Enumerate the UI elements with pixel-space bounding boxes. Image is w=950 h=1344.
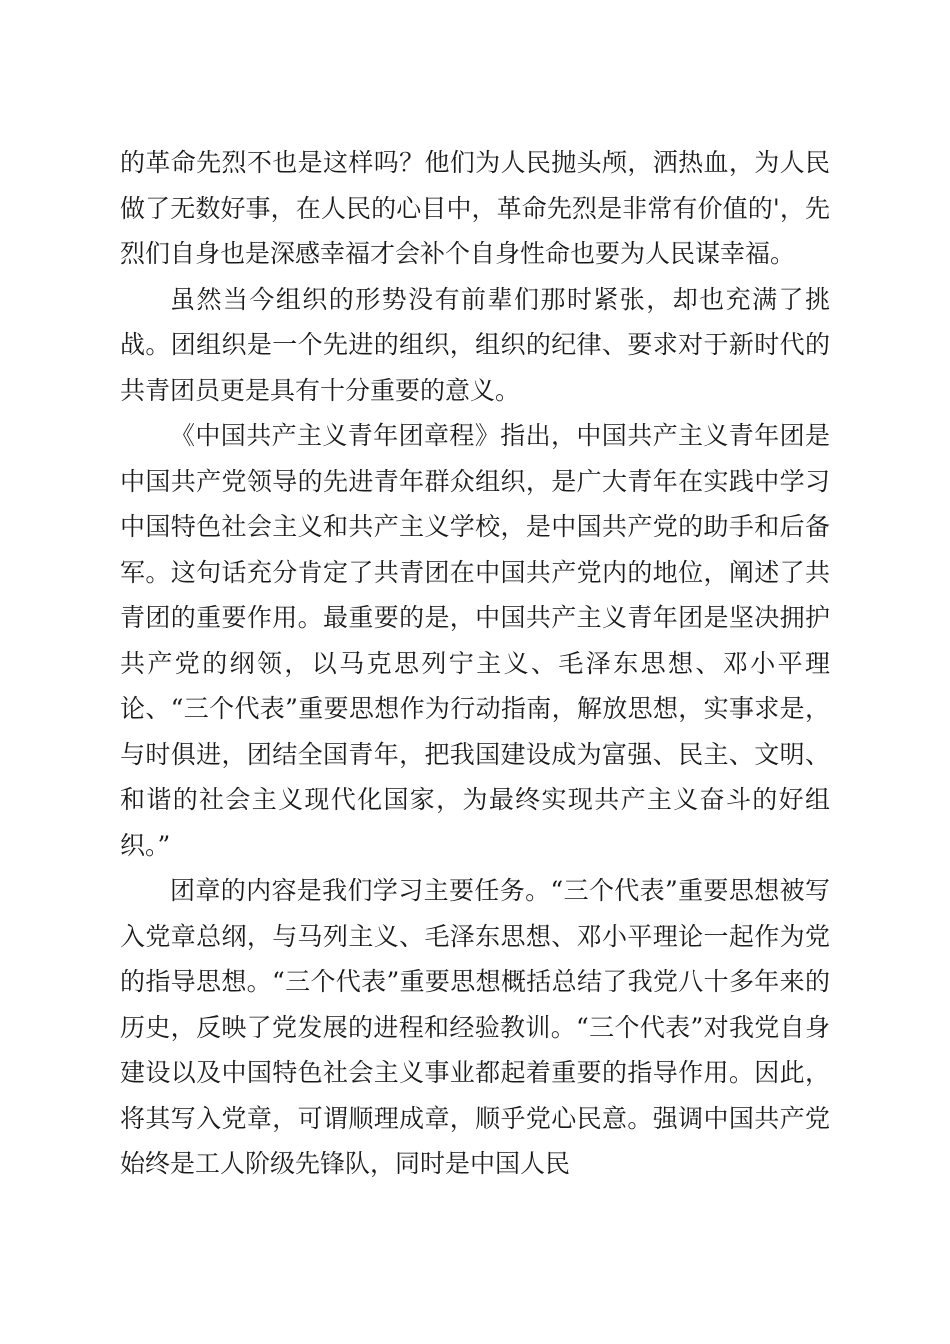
paragraph-3: 《中国共产主义青年团章程》指出，中国共产主义青年团是中国共产党领导的先进青年群众组织，是广大青年在实践中学习中国特色社会主义和共产主义学校，是中国共产党的助手和后备军。这句话充分肯定了共青团在中国共产党内的地位，阐述了共青团的重要作用。最重要的是，中国共产主义青年团是坚决拥护共产党的纲领，以马克思列宁主义、毛泽东思想、邓小平理论、“三个代表”重要思想作为行动指南，解放思想，实事求是，与时俱进，团结全国青年，把我国建设成为富强、民主、文明、和谐的社会主义现代化国家，为最终实现共产主义奋斗的好组织。” bbox=[120, 421, 830, 860]
body-text bbox=[120, 140, 830, 1187]
paragraph-1: 的革命先烈不也是这样吗？他们为人民抛头颅，洒热血，为人民做了无数好事，在人民的心目中，革命先烈是非常有价值的'，先烈们自身也是深感幸福才会补个自身性命也要为人民谋幸福。 bbox=[120, 148, 830, 268]
paragraph-4: 团章的内容是我们学习主要任务。“三个代表”重要思想被写入党章总纲，与马列主义、毛泽东思想、邓小平理论一起作为党的指导思想。“三个代表”重要思想概括总结了我党八十多年来的历史，反映了党发展的进程和经验教训。“三个代表”对我党自身建设以及中国特色社会主义事业都起着重要的指导作用。因此，将其写入党章，可谓顺理成章，顺乎党心民意。强调中国共产党始终是工人阶级先锋队，同时是中国人民 bbox=[120, 876, 830, 1178]
paragraph-2: 虽然当今组织的形势没有前辈们那时紧张，却也充满了挑战。团组织是一个先进的组织，组织的纪律、要求对于新时代的共青团员更是具有十分重要的意义。 bbox=[120, 284, 830, 405]
